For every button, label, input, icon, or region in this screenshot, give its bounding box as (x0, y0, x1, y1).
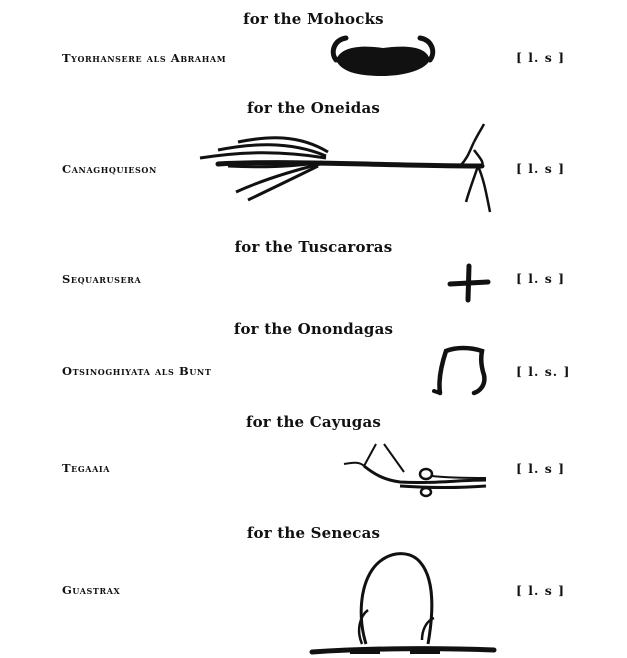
seal-marker-4: [ l. s. ] (516, 364, 571, 379)
nation-heading-mohocks: for the Mohocks (243, 10, 384, 28)
signer-name-guastrax: Guastrax (62, 583, 121, 597)
cross-mark-icon (448, 264, 490, 302)
nation-heading-onondagas: for the Onondagas (233, 320, 394, 338)
signer-name-sequarusera: Sequarusera (62, 272, 142, 286)
seal-marker-1: [ l. s ] (516, 50, 566, 65)
signer-name-otsinoghiyata: Otsinoghiyata als Bunt (62, 364, 212, 378)
curved-horns-mark-icon (328, 34, 438, 80)
bracket-mark-icon (428, 345, 488, 397)
signer-name-tyorhansere: Tyorhansere als Abraham (62, 51, 227, 65)
arrow-mark-icon (198, 122, 498, 222)
pipe-mark-icon (340, 440, 490, 502)
seal-marker-6: [ l. s ] (516, 583, 566, 598)
seal-marker-5: [ l. s ] (516, 461, 566, 476)
seal-marker-3: [ l. s ] (516, 271, 566, 286)
signer-name-tegaaia: Tegaaia (62, 461, 111, 475)
nation-heading-tuscaroras: for the Tuscaroras (234, 238, 393, 256)
nation-heading-cayugas: for the Cayugas (245, 413, 382, 431)
nation-heading-oneidas: for the Oneidas (246, 99, 381, 117)
signer-name-canaghquieson: Canaghquieson (62, 162, 157, 176)
seal-marker-2: [ l. s ] (516, 161, 566, 176)
nation-heading-senecas: for the Senecas (246, 524, 381, 542)
hill-mark-icon (310, 548, 496, 656)
